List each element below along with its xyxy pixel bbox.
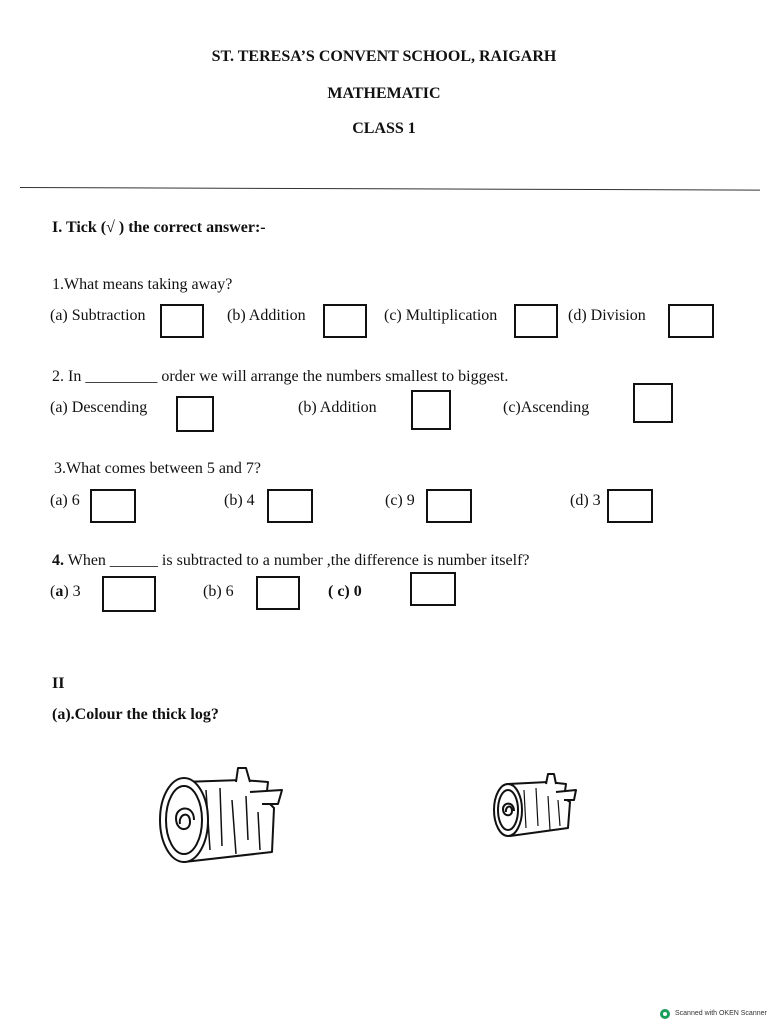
q4-option-a-letter: a xyxy=(55,583,64,600)
scanner-footer: Scanned with OKEN Scanner xyxy=(675,1010,767,1017)
subject-title: MATHEMATIC xyxy=(327,85,441,102)
q4-number: 4. xyxy=(52,552,64,569)
class-title: CLASS 1 xyxy=(352,120,416,137)
q4-option-c: ( c) 0 xyxy=(328,583,362,600)
q4-option-a-value: 3 xyxy=(68,583,81,600)
scanner-logo-icon xyxy=(660,1009,670,1019)
header-divider xyxy=(20,187,760,191)
q1-option-b: (b) Addition xyxy=(227,307,306,324)
q4-option-b-checkbox[interactable] xyxy=(256,576,300,610)
q2-option-c: (c)Ascending xyxy=(503,399,590,416)
section1-title: I. Tick (√ ) the correct answer:- xyxy=(52,219,266,236)
q1-option-c: (c) Multiplication xyxy=(384,307,498,324)
q3-option-d: (d) 3 xyxy=(570,492,601,509)
q3-question: 3.What comes between 5 and 7? xyxy=(54,460,262,477)
q2-option-b-checkbox[interactable] xyxy=(411,390,451,430)
q1-option-c-checkbox[interactable] xyxy=(514,304,558,338)
q4-option-a-checkbox[interactable] xyxy=(102,576,156,612)
q1-option-a: (a) Subtraction xyxy=(50,307,146,324)
q2-option-c-checkbox[interactable] xyxy=(633,383,673,423)
q2-option-a-checkbox[interactable] xyxy=(176,396,214,432)
q1-option-d-checkbox[interactable] xyxy=(668,304,714,338)
q2-option-b: (b) Addition xyxy=(298,399,377,416)
q4-option-a: (a) 3 xyxy=(50,583,81,600)
q4-option-b: (b) 6 xyxy=(203,583,234,600)
q3-option-c: (c) 9 xyxy=(385,492,415,509)
q3-option-b-checkbox[interactable] xyxy=(267,489,313,523)
section2-title: II xyxy=(52,675,65,692)
q3-option-b: (b) 4 xyxy=(224,492,255,509)
q3-option-c-checkbox[interactable] xyxy=(426,489,472,523)
thin-log-icon[interactable] xyxy=(490,770,580,840)
q2-question: 2. In _________ order we will arrange the numbers smallest to biggest. xyxy=(52,368,509,385)
q3-option-a-checkbox[interactable] xyxy=(90,489,136,523)
q2-option-a: (a) Descending xyxy=(50,399,148,416)
q3-option-a: (a) 6 xyxy=(50,492,80,509)
q3-option-d-checkbox[interactable] xyxy=(607,489,653,523)
q4-question xyxy=(52,552,530,570)
section2-subtitle: (a).Colour the thick log? xyxy=(52,706,219,723)
q4-text: When ______ is subtracted to a number ,the difference is number itself? xyxy=(64,552,530,569)
q4-option-c-checkbox[interactable] xyxy=(410,572,456,606)
q1-option-d: (d) Division xyxy=(568,307,646,324)
school-name: ST. TERESA’S CONVENT SCHOOL, RAIGARH xyxy=(211,48,557,65)
q1-option-b-checkbox[interactable] xyxy=(323,304,367,338)
q1-option-a-checkbox[interactable] xyxy=(160,304,204,338)
thick-log-icon[interactable] xyxy=(150,760,290,872)
q1-question: 1.What means taking away? xyxy=(52,276,233,293)
